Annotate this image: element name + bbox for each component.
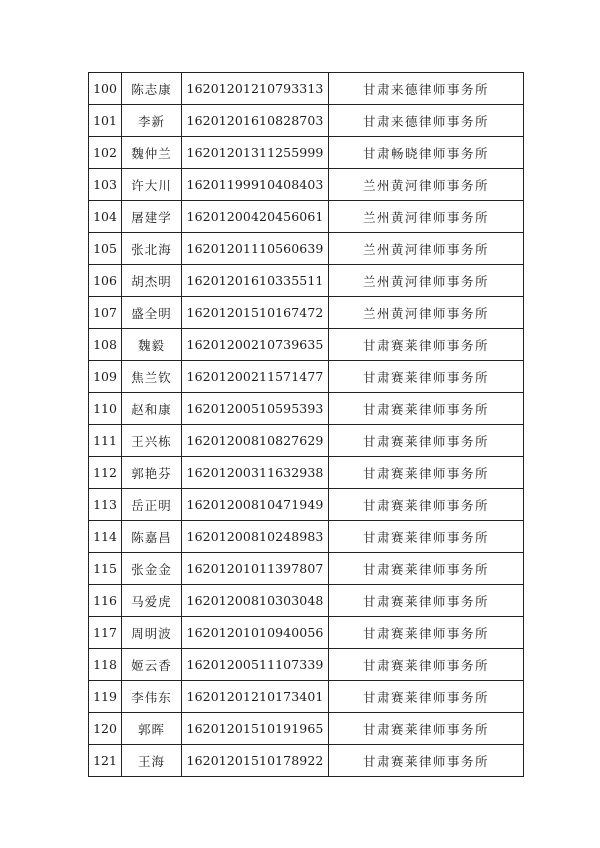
row-number-cell: 109 — [89, 361, 122, 393]
row-number-cell: 118 — [89, 649, 122, 681]
table-row — [89, 585, 524, 617]
law-firm-cell: 兰州黄河律师事务所 — [329, 233, 524, 265]
lawyer-name-cell: 李新 — [122, 105, 182, 137]
table-row — [89, 329, 524, 361]
table-row — [89, 201, 524, 233]
lawyer-roster-table — [88, 72, 524, 777]
row-number-cell: 108 — [89, 329, 122, 361]
table-row — [89, 489, 524, 521]
lawyer-name-cell: 郭艳芬 — [122, 457, 182, 489]
table-row — [89, 617, 524, 649]
row-number-cell: 112 — [89, 457, 122, 489]
license-number-cell: 16201200210739635 — [182, 329, 329, 361]
lawyer-name-cell: 许大川 — [122, 169, 182, 201]
table-row — [89, 553, 524, 585]
license-number-cell: 16201201610335511 — [182, 265, 329, 297]
row-number-cell: 106 — [89, 265, 122, 297]
law-firm-cell: 甘肃赛莱律师事务所 — [329, 681, 524, 713]
lawyer-name-cell: 陈嘉昌 — [122, 521, 182, 553]
license-number-cell: 16201201110560639 — [182, 233, 329, 265]
license-number-cell: 16201200211571477 — [182, 361, 329, 393]
row-number-cell: 107 — [89, 297, 122, 329]
law-firm-cell: 兰州黄河律师事务所 — [329, 169, 524, 201]
table-row — [89, 265, 524, 297]
license-number-cell: 16201201210793313 — [182, 73, 329, 105]
law-firm-cell: 甘肃畅晓律师事务所 — [329, 137, 524, 169]
lawyer-name-cell: 岳正明 — [122, 489, 182, 521]
table-row — [89, 297, 524, 329]
row-number-cell: 121 — [89, 745, 122, 777]
roster-table-body — [89, 73, 524, 777]
row-number-cell: 100 — [89, 73, 122, 105]
lawyer-name-cell: 姬云香 — [122, 649, 182, 681]
lawyer-name-cell: 周明波 — [122, 617, 182, 649]
law-firm-cell: 兰州黄河律师事务所 — [329, 265, 524, 297]
table-row — [89, 425, 524, 457]
table-row — [89, 681, 524, 713]
lawyer-name-cell: 焦兰钦 — [122, 361, 182, 393]
law-firm-cell: 甘肃赛莱律师事务所 — [329, 649, 524, 681]
lawyer-name-cell: 郭晖 — [122, 713, 182, 745]
table-row — [89, 457, 524, 489]
law-firm-cell: 甘肃来德律师事务所 — [329, 73, 524, 105]
table-row — [89, 137, 524, 169]
lawyer-name-cell: 屠建学 — [122, 201, 182, 233]
row-number-cell: 113 — [89, 489, 122, 521]
law-firm-cell: 甘肃赛莱律师事务所 — [329, 553, 524, 585]
table-row — [89, 361, 524, 393]
row-number-cell: 119 — [89, 681, 122, 713]
lawyer-name-cell: 马爱虎 — [122, 585, 182, 617]
law-firm-cell: 甘肃赛莱律师事务所 — [329, 745, 524, 777]
table-row — [89, 745, 524, 777]
row-number-cell: 115 — [89, 553, 122, 585]
law-firm-cell: 兰州黄河律师事务所 — [329, 297, 524, 329]
row-number-cell: 114 — [89, 521, 122, 553]
license-number-cell: 16201199910408403 — [182, 169, 329, 201]
license-number-cell: 16201201210173401 — [182, 681, 329, 713]
table-row — [89, 713, 524, 745]
license-number-cell: 16201200810248983 — [182, 521, 329, 553]
row-number-cell: 117 — [89, 617, 122, 649]
row-number-cell: 120 — [89, 713, 122, 745]
row-number-cell: 103 — [89, 169, 122, 201]
license-number-cell: 16201201510167472 — [182, 297, 329, 329]
license-number-cell: 16201200420456061 — [182, 201, 329, 233]
law-firm-cell: 兰州黄河律师事务所 — [329, 201, 524, 233]
license-number-cell: 16201201010940056 — [182, 617, 329, 649]
license-number-cell: 16201200511107339 — [182, 649, 329, 681]
table-row — [89, 649, 524, 681]
table-row — [89, 73, 524, 105]
row-number-cell: 111 — [89, 425, 122, 457]
lawyer-name-cell: 魏仲兰 — [122, 137, 182, 169]
row-number-cell: 101 — [89, 105, 122, 137]
table-row — [89, 169, 524, 201]
law-firm-cell: 甘肃赛莱律师事务所 — [329, 585, 524, 617]
lawyer-name-cell: 陈志康 — [122, 73, 182, 105]
license-number-cell: 16201201510191965 — [182, 713, 329, 745]
license-number-cell: 16201200810827629 — [182, 425, 329, 457]
license-number-cell: 16201200810471949 — [182, 489, 329, 521]
row-number-cell: 105 — [89, 233, 122, 265]
row-number-cell: 102 — [89, 137, 122, 169]
lawyer-name-cell: 胡杰明 — [122, 265, 182, 297]
law-firm-cell: 甘肃赛莱律师事务所 — [329, 489, 524, 521]
license-number-cell: 16201200311632938 — [182, 457, 329, 489]
row-number-cell: 110 — [89, 393, 122, 425]
table-row — [89, 393, 524, 425]
license-number-cell: 16201201510178922 — [182, 745, 329, 777]
license-number-cell: 16201200810303048 — [182, 585, 329, 617]
row-number-cell: 104 — [89, 201, 122, 233]
lawyer-name-cell: 李伟东 — [122, 681, 182, 713]
table-row — [89, 105, 524, 137]
law-firm-cell: 甘肃赛莱律师事务所 — [329, 457, 524, 489]
lawyer-name-cell: 魏毅 — [122, 329, 182, 361]
license-number-cell: 16201201610828703 — [182, 105, 329, 137]
license-number-cell: 16201201011397807 — [182, 553, 329, 585]
lawyer-name-cell: 张金金 — [122, 553, 182, 585]
lawyer-name-cell: 赵和康 — [122, 393, 182, 425]
license-number-cell: 16201201311255999 — [182, 137, 329, 169]
table-row — [89, 233, 524, 265]
law-firm-cell: 甘肃赛莱律师事务所 — [329, 713, 524, 745]
law-firm-cell: 甘肃赛莱律师事务所 — [329, 393, 524, 425]
lawyer-name-cell: 张北海 — [122, 233, 182, 265]
law-firm-cell: 甘肃赛莱律师事务所 — [329, 617, 524, 649]
lawyer-name-cell: 王兴栋 — [122, 425, 182, 457]
law-firm-cell: 甘肃来德律师事务所 — [329, 105, 524, 137]
law-firm-cell: 甘肃赛莱律师事务所 — [329, 329, 524, 361]
lawyer-name-cell: 王海 — [122, 745, 182, 777]
lawyer-name-cell: 盛全明 — [122, 297, 182, 329]
row-number-cell: 116 — [89, 585, 122, 617]
law-firm-cell: 甘肃赛莱律师事务所 — [329, 425, 524, 457]
law-firm-cell: 甘肃赛莱律师事务所 — [329, 361, 524, 393]
table-row — [89, 521, 524, 553]
law-firm-cell: 甘肃赛莱律师事务所 — [329, 521, 524, 553]
license-number-cell: 16201200510595393 — [182, 393, 329, 425]
